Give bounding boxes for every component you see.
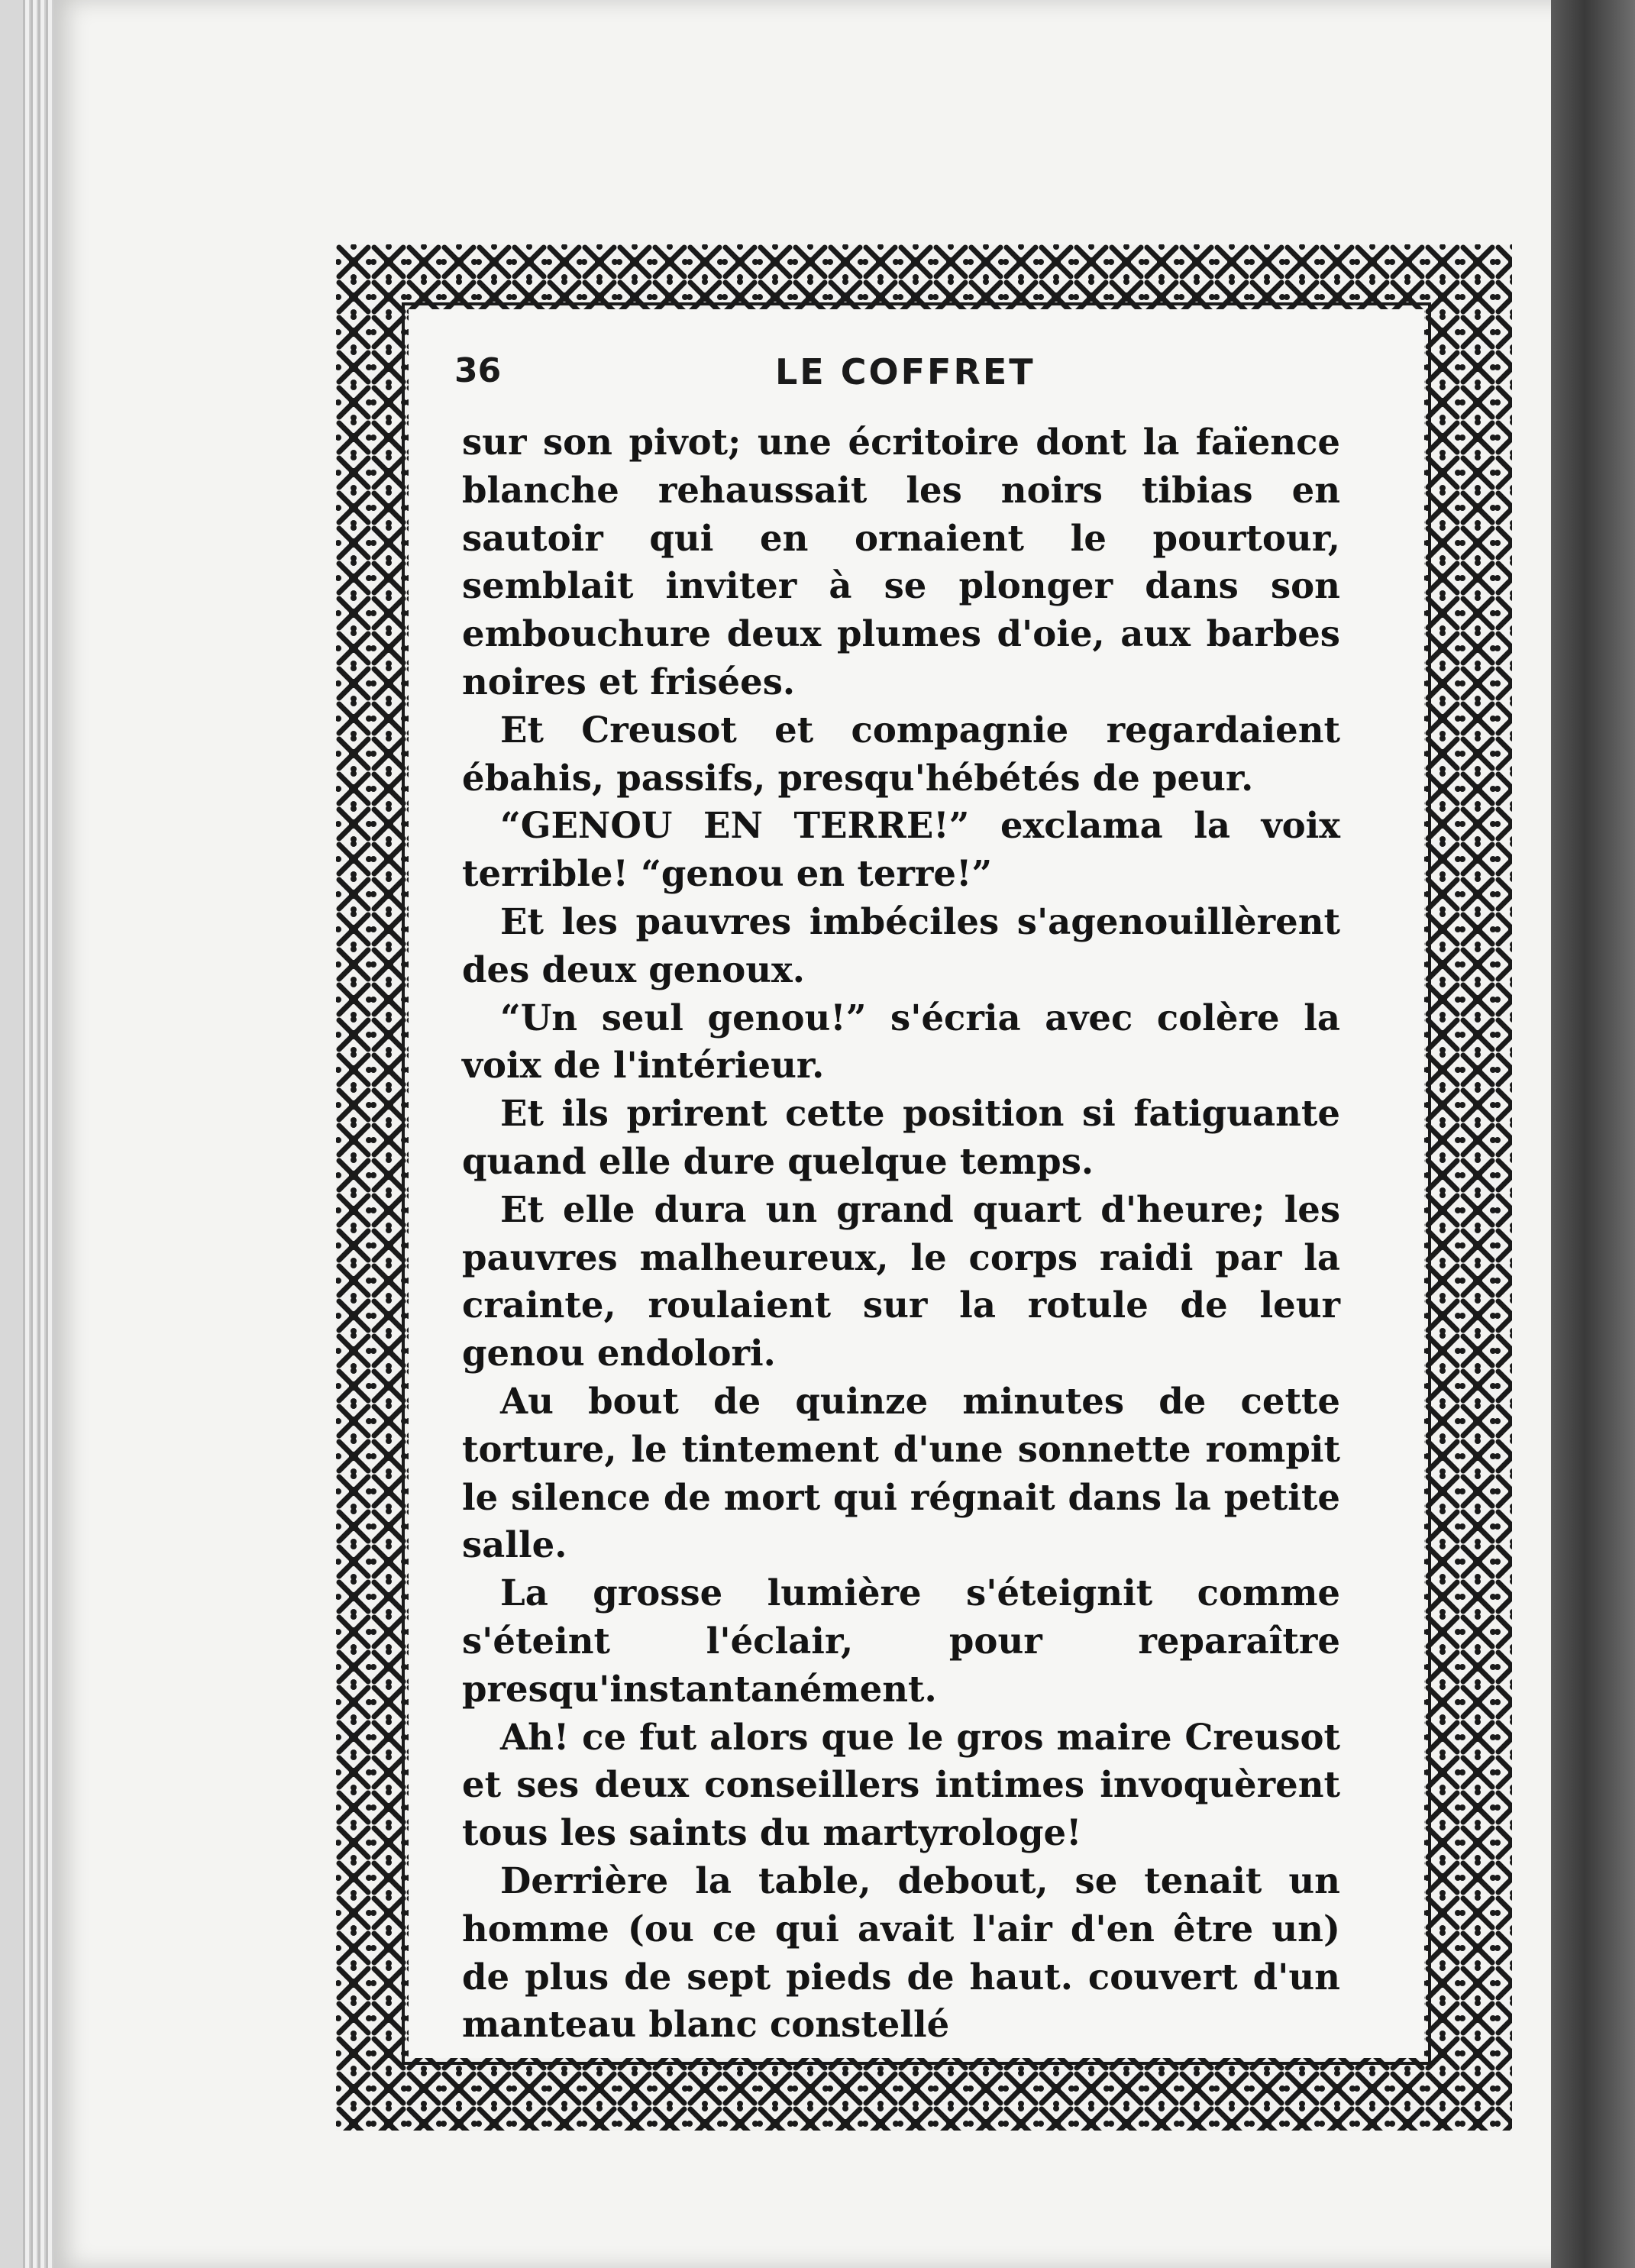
running-title: LE COFFRET: [775, 351, 1036, 393]
page-number: 36: [454, 351, 502, 390]
paragraph: Ah! ce fut alors que le gros maire Creusot et ses deux conseillers intimes invoquèrent tous les saints du martyrologe!: [462, 1715, 1340, 1854]
paragraph: Et les pauvres imbéciles s'agenouillèrent des deux genoux.: [462, 900, 1340, 990]
book-cover-edge: [1551, 0, 1635, 2268]
paragraph: “GENOU EN TERRE!” exclama la voix terrible! “genou en terre!”: [462, 804, 1340, 895]
paragraph: “Un seul genou!” s'écria avec colère la voix de l'intérieur.: [462, 996, 1340, 1087]
paragraph: sur son pivot; une écritoire dont la faïence blanche rehaussait les noirs tibias en sautoir qui en ornaient le pourtour, semblait inviter à se plonger dans son embouchure deux plumes d'oie, aux barbes noires et frisées.: [462, 421, 1340, 703]
paragraph: La grosse lumière s'éteignit comme s'éteint l'éclair, pour reparaître presqu'instantanément.: [462, 1572, 1340, 1710]
paragraph: Et ils prirent cette position si fatiguante quand elle dure quelque temps.: [462, 1092, 1340, 1182]
body-text: [462, 418, 1340, 2049]
paragraph: Au bout de quinze minutes de cette torture, le tintement d'une sonnette rompit le silence de mort qui régnait dans la petite salle.: [462, 1379, 1340, 1566]
paragraph: Et Creusot et compagnie regardaient ébahis, passifs, presqu'hébétés de peur.: [462, 708, 1340, 799]
paragraph: Derrière la table, debout, se tenait un homme (ou ce qui avait l'air d'en être un) de plus de sept pieds de haut. couvert d'un manteau blanc constellé: [462, 1859, 1340, 2046]
decorative-frame: [336, 244, 1512, 2131]
paragraph: Et elle dura un grand quart d'heure; les pauvres malheureux, le corps raidi par la crainte, roulaient sur la rotule de leur genou endolori.: [462, 1187, 1340, 1375]
